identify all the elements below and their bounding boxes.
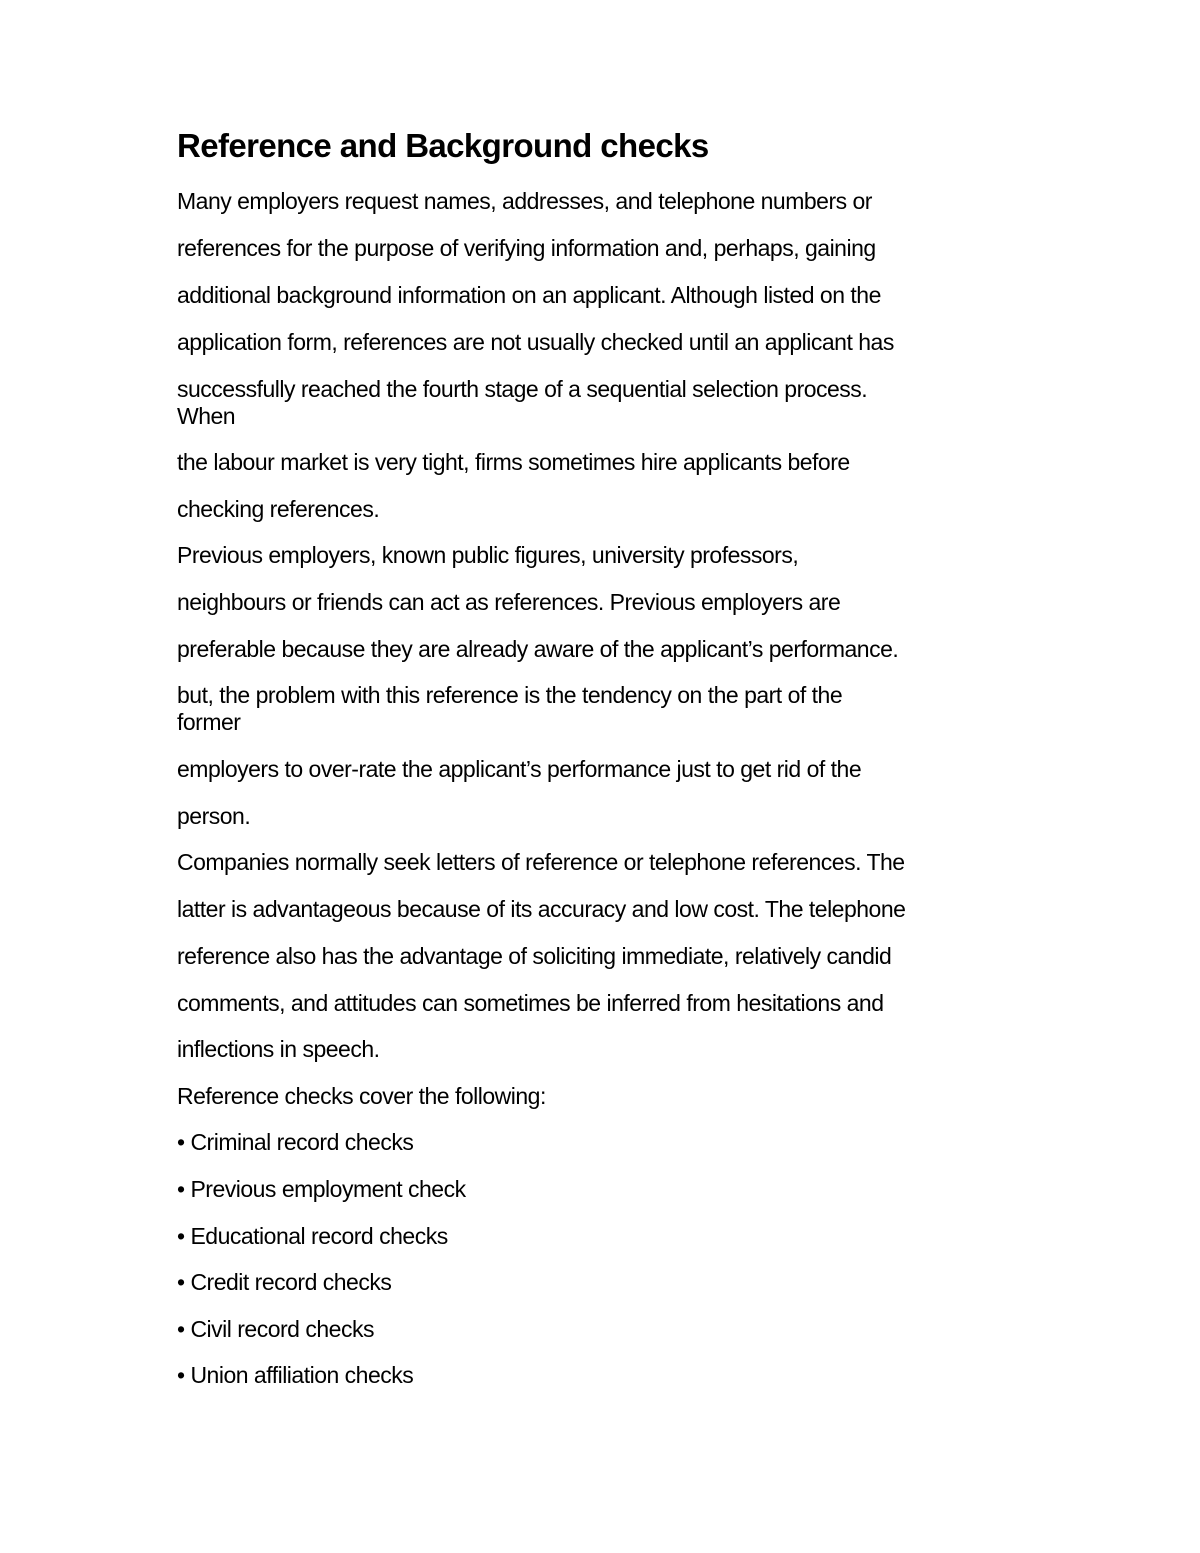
paragraph-line: the labour market is very tight, firms sometimes hire applicants before <box>177 449 850 475</box>
paragraph-line: checking references. <box>177 496 380 522</box>
paragraph-line: preferable because they are already aware of the applicant’s performance. <box>177 636 899 662</box>
paragraph-line: neighbours or friends can act as references. Previous employers are <box>177 589 841 615</box>
list-item: • Educational record checks <box>177 1223 448 1249</box>
list-item: • Credit record checks <box>177 1269 392 1295</box>
list-item: • Criminal record checks <box>177 1129 414 1155</box>
paragraph-line: comments, and attitudes can sometimes be inferred from hesitations and <box>177 990 884 1016</box>
paragraph-line: employers to over-rate the applicant’s performance just to get rid of the <box>177 756 862 782</box>
paragraph-line: Many employers request names, addresses, and telephone numbers or <box>177 188 872 214</box>
paragraph-line: latter is advantageous because of its accuracy and low cost. The telephone <box>177 896 906 922</box>
list-heading: Reference checks cover the following: <box>177 1083 546 1109</box>
paragraph-line: person. <box>177 803 251 829</box>
paragraph-line: former <box>177 709 241 735</box>
document-title: Reference and Background checks <box>177 127 709 164</box>
paragraph-line: inflections in speech. <box>177 1036 380 1062</box>
paragraph-line: reference also has the advantage of soliciting immediate, relatively candid <box>177 943 892 969</box>
list-item: • Civil record checks <box>177 1316 374 1342</box>
paragraph-line: but, the problem with this reference is the tendency on the part of the <box>177 682 843 708</box>
list-item: • Previous employment check <box>177 1176 466 1202</box>
paragraph-line: successfully reached the fourth stage of a sequential selection process. <box>177 376 868 402</box>
paragraph-line: application form, references are not usually checked until an applicant has <box>177 329 894 355</box>
paragraph-line: Companies normally seek letters of reference or telephone references. The <box>177 849 905 875</box>
paragraph-line: When <box>177 403 236 429</box>
paragraph-line: references for the purpose of verifying information and, perhaps, gaining <box>177 235 876 261</box>
paragraph-line: Previous employers, known public figures, university professors, <box>177 542 799 568</box>
paragraph-line: additional background information on an applicant. Although listed on the <box>177 282 881 308</box>
list-item: • Union affiliation checks <box>177 1362 414 1388</box>
